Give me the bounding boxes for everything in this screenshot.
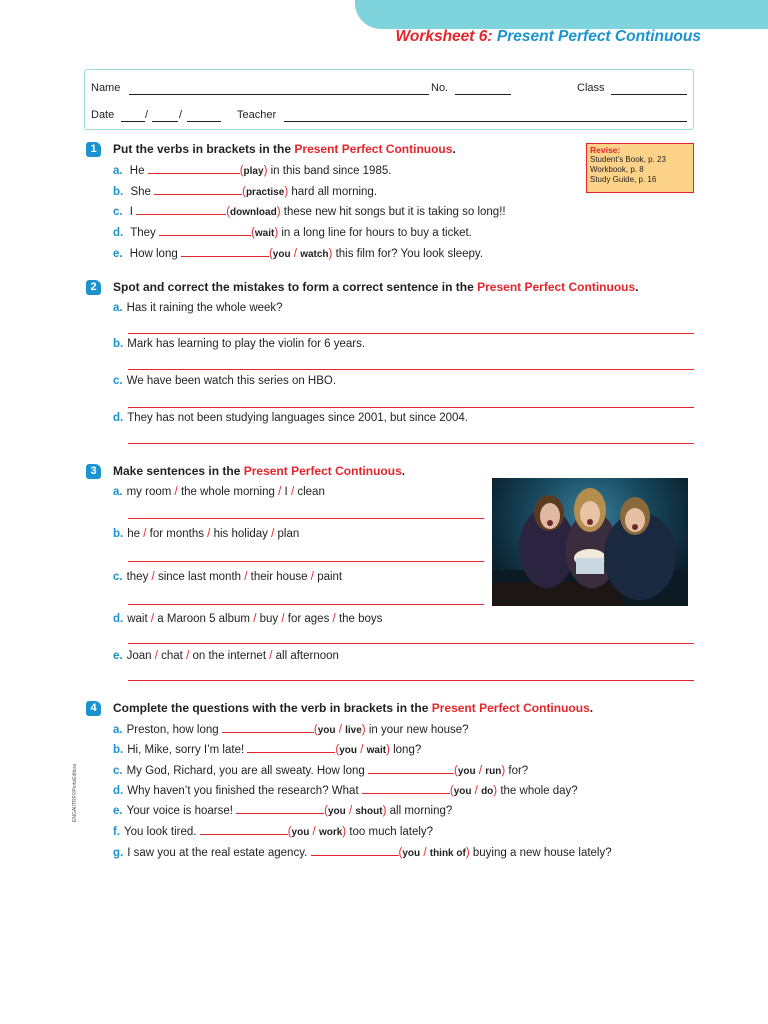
- slash: /: [271, 528, 275, 540]
- info-row-bottom: [91, 109, 687, 125]
- prompt-part: a Maroon 5 album: [157, 613, 250, 625]
- prompt-part: I: [284, 486, 288, 498]
- teacher-label: Teacher: [237, 109, 277, 121]
- answer-line[interactable]: [128, 443, 694, 444]
- item-text: in your new house?: [368, 724, 469, 736]
- verb-hint: you: [327, 806, 346, 817]
- revise-line: Student’s Book, p. 23: [590, 155, 666, 164]
- answer-blank[interactable]: [159, 226, 251, 236]
- slash: /: [154, 650, 158, 662]
- verb-hint: you: [317, 725, 336, 736]
- item-letter: d.: [113, 227, 124, 239]
- ex2-item-a: [113, 302, 283, 314]
- ex1-item-d: d. They (wait) in a long line for hours to buy a ticket.: [113, 227, 472, 239]
- student-info-box: [84, 69, 694, 130]
- verb-hint: do: [481, 786, 494, 797]
- ex1-item-a: a. He (play) in this band since 1985.: [113, 165, 392, 177]
- item-text: the whole day?: [500, 785, 578, 797]
- item-letter: e.: [113, 248, 123, 260]
- slash: /: [186, 650, 190, 662]
- answer-blank[interactable]: [148, 164, 240, 174]
- verb-hint: practise: [245, 187, 285, 198]
- ex3-item-b: [113, 528, 299, 540]
- item-letter: e.: [113, 650, 123, 662]
- item-letter: e.: [113, 805, 123, 817]
- worksheet-title-main: Present Perfect Continuous: [496, 28, 701, 45]
- answer-line[interactable]: [128, 604, 484, 605]
- slash: /: [253, 613, 257, 625]
- prompt-part: chat: [161, 650, 183, 662]
- item-text: for?: [508, 765, 529, 777]
- answer-blank[interactable]: [136, 205, 226, 215]
- ex3-item-d: [113, 613, 382, 625]
- revise-title: Revise:: [590, 145, 621, 155]
- instruction-text: Complete the questions with the verb in brackets in the: [113, 701, 429, 715]
- worksheet-title: [396, 28, 702, 46]
- item-letter: b.: [113, 186, 124, 198]
- exercise-instruction: [113, 701, 593, 715]
- prompt-part: they: [126, 571, 149, 583]
- item-letter: a.: [113, 165, 123, 177]
- verb-hint: wait: [254, 228, 275, 239]
- item-text: in a long line for hours to buy a ticket.: [281, 227, 472, 239]
- item-text: hard all morning.: [291, 186, 378, 198]
- no-field[interactable]: [455, 82, 511, 95]
- prompt-part: for ages: [287, 613, 330, 625]
- item-letter: a.: [113, 486, 123, 498]
- answer-blank[interactable]: [247, 743, 335, 753]
- item-text: Mark has learning to play the violin for 6 years.: [127, 338, 366, 350]
- verb-hint: you: [402, 848, 421, 859]
- exercise-instruction: [113, 464, 405, 478]
- answer-line[interactable]: [128, 643, 694, 644]
- instruction-tense: Present Perfect Continuous: [243, 464, 402, 478]
- item-letter: b.: [113, 744, 124, 756]
- prompt-part: the whole morning: [180, 486, 275, 498]
- slash: /: [174, 486, 178, 498]
- slash: /: [332, 613, 336, 625]
- answer-line[interactable]: [128, 369, 694, 370]
- ex2-item-b: [113, 338, 365, 350]
- exercise-instruction: [113, 280, 639, 294]
- item-text: too much lately?: [349, 826, 434, 838]
- item-text: Why haven’t you finished the research? What: [127, 785, 359, 797]
- class-label: Class: [577, 82, 605, 94]
- verb-hint: you: [453, 786, 472, 797]
- slash: /: [150, 613, 155, 625]
- prompt-part: Joan: [126, 650, 152, 662]
- ex4-item-b: b. Hi, Mike, sorry I’m late! (you / wait) long?: [113, 744, 422, 756]
- exercise-number-badge: 4: [86, 701, 101, 716]
- answer-line[interactable]: [128, 518, 484, 519]
- item-letter: c.: [113, 765, 123, 777]
- instruction-period: .: [452, 142, 456, 156]
- prompt-part: all afternoon: [275, 650, 339, 662]
- prompt-part: wait: [127, 613, 148, 625]
- answer-blank[interactable]: [200, 825, 288, 835]
- prompt-part: clean: [297, 486, 325, 498]
- verb-hint: run: [485, 766, 502, 777]
- date-day-field[interactable]: [121, 109, 145, 122]
- instruction-period: .: [401, 464, 406, 478]
- prompt-part: he: [127, 528, 141, 540]
- prompt-part: his holiday: [213, 528, 268, 540]
- date-sep-2: /: [179, 109, 183, 121]
- class-field[interactable]: [611, 82, 687, 95]
- photo-girls-watching-tv: [492, 478, 688, 606]
- item-text: I saw you at the real estate agency.: [127, 847, 308, 859]
- slash: /: [151, 571, 155, 583]
- side-credit: ENGAIITRF©PortoEditora: [72, 763, 78, 822]
- item-text: We have been watch this series on HBO.: [126, 375, 337, 387]
- exercise-number-badge: 2: [86, 280, 101, 295]
- item-text: Preston, how long: [126, 724, 219, 736]
- item-text: How long: [129, 248, 178, 260]
- prompt-part: paint: [317, 571, 343, 583]
- item-text: these new hit songs but it is taking so long!!: [283, 206, 506, 218]
- slash: /: [281, 613, 285, 625]
- item-text: buying a new house lately?: [472, 847, 612, 859]
- ex2-item-d: [113, 412, 468, 424]
- prompt-part: the boys: [338, 613, 383, 625]
- revise-line: Study Guide, p. 16: [590, 175, 657, 184]
- answer-blank[interactable]: [222, 723, 314, 733]
- verb-hint: download: [230, 207, 277, 218]
- verb-hint: play: [243, 166, 264, 177]
- answer-blank[interactable]: [236, 804, 324, 814]
- exercise-number-badge: 3: [86, 464, 101, 479]
- item-text: She: [130, 186, 151, 198]
- item-text: You look tired.: [124, 826, 197, 838]
- ex3-item-a: [113, 486, 325, 498]
- instruction-text: Put the verbs in brackets in the: [113, 142, 292, 156]
- item-text: in this band since 1985.: [270, 165, 392, 177]
- date-year-field[interactable]: [187, 109, 221, 122]
- item-text: Your voice is hoarse!: [126, 805, 233, 817]
- answer-blank[interactable]: [311, 846, 399, 856]
- item-text: Hi, Mike, sorry I’m late!: [127, 744, 245, 756]
- slash: /: [207, 528, 211, 540]
- answer-blank[interactable]: [154, 185, 242, 195]
- instruction-text: Spot and correct the mistakes to form a correct sentence in the: [113, 280, 474, 294]
- instruction-period: .: [635, 280, 639, 294]
- verb-hint: shout: [355, 806, 383, 817]
- answer-blank[interactable]: [181, 247, 269, 257]
- info-row-top: [91, 82, 687, 98]
- prompt-part: for months: [149, 528, 204, 540]
- item-letter: d.: [113, 785, 124, 797]
- verb-hint: you: [457, 766, 476, 777]
- verb-hint: work: [318, 827, 343, 838]
- ex4-item-d: d. Why haven’t you finished the research? What (you / do) the whole day?: [113, 785, 578, 797]
- answer-blank[interactable]: [362, 784, 450, 794]
- item-text: They has not been studying languages since 2001, but since 2004.: [127, 412, 469, 424]
- item-letter: c.: [113, 206, 123, 218]
- item-text: He: [129, 165, 145, 177]
- ex4-item-c: c. My God, Richard, you are all sweaty. How long (you / run) for?: [113, 765, 529, 777]
- revise-box: [586, 143, 694, 193]
- item-letter: c.: [113, 571, 123, 583]
- worksheet-title-prefix: Worksheet 6:: [395, 28, 493, 45]
- prompt-part: buy: [259, 613, 279, 625]
- prompt-part: my room: [126, 486, 172, 498]
- name-field[interactable]: [129, 82, 429, 95]
- prompt-part: their house: [250, 571, 308, 583]
- ex3-item-c: [113, 571, 342, 583]
- item-letter: b.: [113, 338, 124, 350]
- verb-hint: live: [345, 725, 362, 736]
- item-letter: d.: [113, 613, 124, 625]
- ex1-item-b: b. She (practise) hard all morning.: [113, 186, 378, 198]
- instruction-tense: Present Perfect Continuous: [477, 280, 636, 294]
- date-sep-1: /: [145, 109, 149, 121]
- instruction-text: Make sentences in the: [113, 464, 241, 478]
- slash: /: [244, 571, 248, 583]
- photo-illustration: [492, 478, 688, 606]
- answer-line[interactable]: [128, 561, 484, 562]
- verb-hint: wait: [366, 745, 387, 756]
- item-letter: a.: [113, 302, 123, 314]
- answer-line[interactable]: [128, 333, 694, 334]
- ex1-item-c: c. I (download) these new hit songs but it is taking so long!!: [113, 206, 506, 218]
- item-text: this film for? You look sleepy.: [335, 248, 484, 260]
- verb-hint: you: [339, 745, 357, 756]
- ex4-item-g: g. I saw you at the real estate agency. (you / think of) buying a new house lately?: [113, 847, 612, 859]
- item-letter: c.: [113, 375, 123, 387]
- ex4-item-e: e. Your voice is hoarse! (you / shout) all morning?: [113, 805, 453, 817]
- item-letter: g.: [113, 847, 124, 859]
- verb-hint: watch: [300, 249, 329, 260]
- item-letter: f.: [113, 826, 121, 838]
- slash: /: [143, 528, 147, 540]
- slash: /: [310, 571, 314, 583]
- no-label: No.: [431, 82, 449, 94]
- slash: /: [278, 486, 282, 498]
- date-month-field[interactable]: [152, 109, 178, 122]
- exercise-instruction: [113, 142, 456, 156]
- prompt-part: plan: [277, 528, 300, 540]
- item-letter: d.: [113, 412, 124, 424]
- item-text: My God, Richard, you are all sweaty. How long: [126, 765, 365, 777]
- slash: /: [269, 650, 273, 662]
- verb-hint: you: [291, 827, 310, 838]
- exercise-number-badge: 1: [86, 142, 101, 157]
- instruction-tense: Present Perfect Continuous: [294, 142, 453, 156]
- item-letter: a.: [113, 724, 123, 736]
- ex1-item-e: e. How long (you / watch) this film for? You look sleepy.: [113, 248, 484, 260]
- revise-line: Workbook, p. 8: [590, 165, 644, 174]
- item-text: They: [130, 227, 156, 239]
- instruction-period: .: [589, 701, 594, 715]
- corner-tab-decoration: [355, 0, 768, 29]
- answer-line[interactable]: [128, 680, 694, 681]
- teacher-field[interactable]: [284, 109, 687, 122]
- answer-blank[interactable]: [368, 764, 454, 774]
- date-label: Date: [91, 109, 115, 121]
- ex4-item-f: f. You look tired. (you / work) too much lately?: [113, 826, 434, 838]
- slash: /: [290, 486, 295, 498]
- ex3-item-e: [113, 650, 339, 662]
- verb-hint: you: [272, 249, 291, 260]
- prompt-part: on the internet: [192, 650, 267, 662]
- ex2-item-c: [113, 375, 336, 387]
- name-label: Name: [91, 82, 121, 94]
- answer-line[interactable]: [128, 407, 694, 408]
- item-text: long?: [393, 744, 422, 756]
- instruction-tense: Present Perfect Continuous: [431, 701, 590, 715]
- prompt-part: since last month: [157, 571, 242, 583]
- ex4-item-a: a. Preston, how long (you / live) in your new house?: [113, 724, 469, 736]
- item-text: all morning?: [389, 805, 453, 817]
- item-text: I: [129, 206, 133, 218]
- verb-hint: think of: [429, 848, 466, 859]
- item-text: Has it raining the whole week?: [126, 302, 283, 314]
- item-letter: b.: [113, 528, 124, 540]
